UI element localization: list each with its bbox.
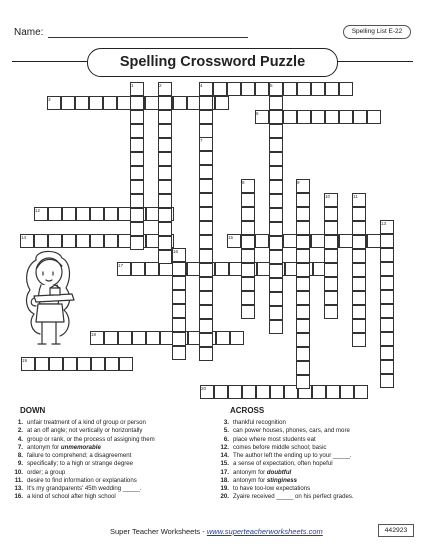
grid-cell[interactable]	[48, 234, 62, 248]
grid-cell[interactable]	[324, 305, 338, 319]
grid-cell[interactable]	[146, 331, 160, 345]
grid-cell[interactable]	[380, 276, 394, 290]
grid-cell[interactable]	[118, 331, 132, 345]
clue-number: 20.	[220, 493, 229, 501]
grid-cell[interactable]	[117, 96, 131, 110]
grid-cell[interactable]	[283, 234, 297, 248]
clue-text: at an off angle; not vertically or horizontally	[27, 427, 143, 435]
clue-text: antonym for	[233, 476, 267, 484]
grid-cell[interactable]	[145, 96, 159, 110]
grid-cell[interactable]	[352, 221, 366, 235]
grid-cell[interactable]	[199, 235, 213, 249]
clue-emphasis: stinginess	[266, 476, 298, 484]
clue-number-label: 9	[297, 180, 300, 185]
grid-cell[interactable]	[324, 207, 338, 221]
clue-number: 11.	[14, 476, 23, 484]
grid-cell[interactable]	[380, 360, 394, 374]
clue-number: 17.	[220, 468, 229, 476]
grid-cell[interactable]	[269, 194, 283, 208]
grid-cell[interactable]	[130, 124, 144, 138]
footer	[110, 527, 323, 536]
grid-cell[interactable]	[199, 305, 213, 319]
clue-text: unfair treatment of a kind of group or person	[27, 419, 146, 426]
grid-cell[interactable]	[339, 234, 353, 248]
clue-item	[12, 469, 197, 477]
grid-cell[interactable]	[352, 249, 366, 263]
grid-cell[interactable]	[130, 110, 144, 124]
grid-cell[interactable]	[158, 236, 172, 250]
title-rule-left	[12, 61, 87, 62]
grid-cell[interactable]	[199, 165, 213, 179]
clue-text: a sense of expectation, often hopeful	[233, 460, 333, 468]
grid-cell[interactable]	[270, 385, 284, 399]
grid-cell[interactable]	[241, 263, 255, 277]
clue-number-label: 1	[131, 83, 134, 88]
grid-cell[interactable]	[352, 235, 366, 249]
grid-cell[interactable]	[296, 361, 310, 375]
grid-cell[interactable]	[230, 331, 244, 345]
grid-cell[interactable]	[75, 96, 89, 110]
grid-cell[interactable]	[324, 263, 338, 277]
list-badge: Spelling List E-22	[343, 25, 411, 39]
grid-cell[interactable]	[199, 124, 213, 138]
grid-cell[interactable]	[91, 357, 105, 371]
grid-cell[interactable]	[296, 235, 310, 249]
grid-cell[interactable]	[199, 291, 213, 305]
grid-cell[interactable]	[199, 221, 213, 235]
grid-cell[interactable]	[283, 110, 297, 124]
grid-cell[interactable]	[172, 304, 186, 318]
grid-cell[interactable]	[297, 110, 311, 124]
clue-item	[218, 485, 403, 493]
grid-cell[interactable]	[354, 385, 368, 399]
grid-cell[interactable]	[296, 291, 310, 305]
clue-number-label: 19	[22, 358, 28, 363]
clue-item	[12, 493, 197, 501]
page-title: Spelling Crossword Puzzle	[87, 48, 338, 77]
grid-cell[interactable]	[367, 110, 381, 124]
clue-emphasis: unmemorable	[60, 443, 101, 451]
grid-cell[interactable]	[241, 82, 255, 96]
grid-cell[interactable]	[199, 96, 213, 110]
clue-number: 7.	[17, 443, 23, 451]
grid-cell[interactable]	[90, 234, 104, 248]
grid-cell[interactable]	[158, 222, 172, 236]
grid-cell[interactable]	[130, 194, 144, 208]
grid-cell[interactable]	[76, 234, 90, 248]
grid-cell[interactable]	[199, 207, 213, 221]
clue-number-label: 4	[200, 83, 203, 88]
grid-cell[interactable]	[324, 235, 338, 249]
clue-text: antonym for	[27, 443, 61, 451]
across-heading: ACROSS	[230, 406, 265, 415]
grid-cell[interactable]	[49, 357, 63, 371]
grid-cell[interactable]	[352, 333, 366, 347]
name-line[interactable]	[48, 37, 248, 38]
grid-cell[interactable]	[352, 263, 366, 277]
grid-cell[interactable]	[215, 262, 229, 276]
clue-number-label: 2	[159, 83, 162, 88]
grid-cell[interactable]	[35, 357, 49, 371]
grid-cell[interactable]	[130, 236, 144, 250]
grid-cell[interactable]	[324, 249, 338, 263]
grid-cell[interactable]	[159, 262, 173, 276]
grid-cell[interactable]	[172, 346, 186, 360]
grid-cell[interactable]	[296, 263, 310, 277]
clue-text: to have too-low expectations	[233, 485, 311, 492]
down-clue-list	[12, 419, 197, 502]
grid-cell[interactable]	[104, 207, 118, 221]
grid-cell[interactable]	[269, 110, 283, 124]
clue-text: It's my grandparents' 45th wedding _____.	[27, 485, 142, 492]
grid-cell[interactable]	[380, 374, 394, 388]
clue-number-label: 15	[228, 235, 234, 240]
grid-cell[interactable]	[130, 152, 144, 166]
footer-link[interactable]: www.superteacherworksheets.com	[206, 527, 323, 536]
clue-text: a kind of school after high school	[27, 493, 116, 501]
grid-cell[interactable]	[269, 264, 283, 278]
grid-cell[interactable]	[158, 166, 172, 180]
clue-item	[218, 452, 403, 460]
grid-cell[interactable]	[199, 193, 213, 207]
grid-cell[interactable]	[296, 333, 310, 347]
grid-cell[interactable]	[269, 236, 283, 250]
grid-cell[interactable]	[241, 235, 255, 249]
clue-number-label: 16	[173, 249, 179, 254]
grid-cell[interactable]	[172, 332, 186, 346]
grid-cell[interactable]	[324, 277, 338, 291]
grid-cell[interactable]	[199, 179, 213, 193]
grid-cell[interactable]	[62, 207, 76, 221]
clue-text: place where most students eat	[233, 435, 316, 443]
grid-cell[interactable]	[255, 234, 269, 248]
clue-number: 12.	[220, 443, 229, 451]
clue-text: antonym for	[233, 468, 267, 476]
grid-cell[interactable]	[269, 152, 283, 166]
grid-cell[interactable]	[158, 124, 172, 138]
clue-number: 18.	[220, 476, 229, 484]
grid-cell[interactable]	[130, 208, 144, 222]
clue-number: 13.	[14, 485, 23, 492]
grid-cell[interactable]	[173, 96, 187, 110]
grid-cell[interactable]	[269, 208, 283, 222]
grid-cell[interactable]	[199, 333, 213, 347]
grid-cell[interactable]	[63, 357, 77, 371]
grid-cell[interactable]	[324, 221, 338, 235]
grid-cell[interactable]	[131, 262, 145, 276]
grid-cell[interactable]	[103, 96, 117, 110]
grid-cell[interactable]	[380, 248, 394, 262]
clue-number: 1.	[17, 419, 23, 426]
grid-cell[interactable]	[256, 385, 270, 399]
clue-number-label: 5	[270, 83, 273, 88]
grid-cell[interactable]	[90, 207, 104, 221]
grid-cell[interactable]	[241, 221, 255, 235]
grid-cell[interactable]	[324, 291, 338, 305]
grid-cell[interactable]	[241, 249, 255, 263]
clue-item	[12, 419, 197, 427]
clue-number: 10.	[14, 468, 23, 476]
grid-cell[interactable]	[158, 96, 172, 110]
clue-number: 3.	[223, 419, 229, 426]
grid-cell[interactable]	[241, 277, 255, 291]
grid-cell[interactable]	[61, 96, 75, 110]
clue-number-label: 6	[256, 111, 259, 116]
grid-cell[interactable]	[216, 331, 230, 345]
grid-cell[interactable]	[228, 385, 242, 399]
clue-text: order; a group	[27, 468, 66, 476]
clue-number-label: 20	[201, 386, 207, 391]
grid-cell[interactable]	[132, 331, 146, 345]
grid-cell[interactable]	[380, 318, 394, 332]
clue-number-label: 18	[91, 332, 97, 337]
grid-cell[interactable]	[48, 207, 62, 221]
down-heading: DOWN	[20, 406, 46, 415]
grid-cell[interactable]	[296, 277, 310, 291]
grid-cell[interactable]	[380, 346, 394, 360]
grid-cell[interactable]	[352, 207, 366, 221]
clue-item	[218, 427, 403, 435]
grid-cell[interactable]	[241, 291, 255, 305]
clue-item	[218, 493, 403, 501]
grid-cell[interactable]	[172, 318, 186, 332]
grid-cell[interactable]	[119, 357, 133, 371]
grid-cell[interactable]	[172, 262, 186, 276]
grid-cell[interactable]	[158, 208, 172, 222]
grid-cell[interactable]	[76, 207, 90, 221]
clue-text: The author left the ending up to your _____.	[233, 452, 352, 459]
grid-cell[interactable]	[312, 385, 326, 399]
clue-item	[12, 452, 197, 460]
grid-cell[interactable]	[199, 263, 213, 277]
grid-cell[interactable]	[213, 82, 227, 96]
grid-cell[interactable]	[326, 385, 340, 399]
grid-cell[interactable]	[352, 277, 366, 291]
clue-number-label: 12	[35, 208, 41, 213]
grid-cell[interactable]	[296, 319, 310, 333]
grid-cell[interactable]	[104, 331, 118, 345]
name-label: Name:	[14, 27, 44, 38]
grid-cell[interactable]	[269, 250, 283, 264]
grid-cell[interactable]	[296, 207, 310, 221]
clue-number: 16.	[14, 493, 23, 501]
grid-cell[interactable]	[340, 385, 354, 399]
clue-number-label: 11	[353, 194, 358, 199]
clue-number-label: 7	[200, 138, 203, 143]
clue-item	[12, 436, 197, 444]
grid-cell[interactable]	[352, 319, 366, 333]
grid-cell[interactable]	[62, 234, 76, 248]
grid-cell[interactable]	[269, 166, 283, 180]
grid-cell[interactable]	[130, 138, 144, 152]
grid-cell[interactable]	[311, 110, 325, 124]
clue-item	[12, 477, 197, 485]
grid-cell[interactable]	[339, 110, 353, 124]
clue-text: failure to comprehend; a disagreement	[27, 452, 132, 459]
clue-item	[12, 444, 197, 452]
clue-item	[218, 477, 403, 485]
grid-cell[interactable]	[339, 82, 353, 96]
grid-cell[interactable]	[296, 193, 310, 207]
grid-cell[interactable]	[158, 180, 172, 194]
grid-cell[interactable]	[199, 249, 213, 263]
grid-cell[interactable]	[199, 151, 213, 165]
grid-cell[interactable]	[296, 249, 310, 263]
grid-cell[interactable]	[380, 262, 394, 276]
grid-cell[interactable]	[130, 180, 144, 194]
clue-number: 15.	[220, 460, 229, 468]
grid-cell[interactable]	[158, 250, 172, 264]
grid-cell[interactable]	[311, 82, 325, 96]
grid-cell[interactable]	[241, 193, 255, 207]
worksheet-code: 442923	[378, 524, 414, 537]
clue-emphasis: doubtful	[266, 468, 292, 476]
grid-cell[interactable]	[269, 320, 283, 334]
grid-cell[interactable]	[269, 138, 283, 152]
grid-cell[interactable]	[89, 96, 103, 110]
grid-cell[interactable]	[199, 347, 213, 361]
clue-text: Zyaire received _____ on his perfect grades.	[233, 493, 354, 501]
clue-item	[218, 419, 403, 427]
grid-cell[interactable]	[269, 124, 283, 138]
clue-text: specifically; to a high or strange degree	[27, 460, 134, 468]
clue-number: 9.	[17, 460, 23, 468]
clue-number-label: 14	[21, 235, 27, 240]
grid-cell[interactable]	[352, 291, 366, 305]
grid-cell[interactable]	[145, 262, 159, 276]
clue-item	[218, 444, 403, 452]
clue-number-label: 13	[381, 221, 387, 226]
grid-cell[interactable]	[367, 234, 381, 248]
clue-text: group or rank, or the process of assigning them	[27, 435, 155, 443]
grid-cell[interactable]	[158, 110, 172, 124]
clue-number-label: 3	[48, 97, 51, 102]
grid-cell[interactable]	[130, 222, 144, 236]
footer-prefix: Super Teacher Worksheets -	[110, 527, 207, 536]
grid-cell[interactable]	[158, 152, 172, 166]
grid-cell[interactable]	[269, 180, 283, 194]
grid-cell[interactable]	[104, 234, 118, 248]
grid-cell[interactable]	[296, 347, 310, 361]
grid-cell[interactable]	[158, 194, 172, 208]
grid-cell[interactable]	[380, 290, 394, 304]
grid-cell[interactable]	[130, 96, 144, 110]
grid-cell[interactable]	[241, 207, 255, 221]
grid-cell[interactable]	[199, 319, 213, 333]
grid-cell[interactable]	[269, 292, 283, 306]
grid-cell[interactable]	[269, 222, 283, 236]
grid-cell[interactable]	[269, 278, 283, 292]
grid-cell[interactable]	[269, 96, 283, 110]
grid-cell[interactable]	[172, 276, 186, 290]
grid-cell[interactable]	[214, 385, 228, 399]
across-clue-list	[218, 419, 403, 502]
clue-number-label: 10	[325, 194, 331, 199]
grid-cell[interactable]	[255, 82, 269, 96]
clue-number-label: 17	[118, 263, 124, 268]
clue-text: thankful recognition	[233, 419, 286, 426]
grid-cell[interactable]	[325, 82, 339, 96]
grid-cell[interactable]	[352, 305, 366, 319]
girl-holding-tray-icon	[14, 248, 96, 356]
grid-cell[interactable]	[158, 138, 172, 152]
grid-cell[interactable]	[269, 306, 283, 320]
clue-number: 19.	[220, 485, 229, 492]
grid-cell[interactable]	[105, 357, 119, 371]
clue-item	[12, 427, 197, 435]
clue-number: 6.	[223, 435, 229, 443]
grid-cell[interactable]	[227, 82, 241, 96]
clue-number: 5.	[223, 427, 229, 435]
clue-number: 2.	[17, 427, 23, 435]
clue-item	[218, 469, 403, 477]
clue-item	[12, 485, 197, 493]
clue-text: can power houses, phones, cars, and more	[233, 427, 350, 435]
grid-cell[interactable]	[199, 277, 213, 291]
title-rule-right	[336, 61, 413, 62]
grid-cell[interactable]	[296, 221, 310, 235]
grid-cell[interactable]	[380, 304, 394, 318]
clue-number: 8.	[17, 452, 23, 459]
grid-cell[interactable]	[199, 110, 213, 124]
grid-cell[interactable]	[241, 305, 255, 319]
clue-number-label: 8	[242, 180, 245, 185]
clue-number: 14.	[220, 452, 229, 459]
grid-cell[interactable]	[380, 332, 394, 346]
grid-cell[interactable]	[296, 305, 310, 319]
clue-text: desire to find information or explanations	[27, 476, 137, 484]
grid-cell[interactable]	[311, 234, 325, 248]
clue-item	[218, 436, 403, 444]
grid-cell[interactable]	[297, 82, 311, 96]
clue-number: 4.	[17, 435, 23, 443]
grid-cell[interactable]	[242, 385, 256, 399]
grid-cell[interactable]	[34, 234, 48, 248]
clue-item	[218, 460, 403, 468]
clue-text: comes before middle school; basic	[233, 443, 327, 451]
grid-cell[interactable]	[172, 290, 186, 304]
clue-item	[12, 460, 197, 468]
grid-cell[interactable]	[296, 375, 310, 389]
grid-cell[interactable]	[325, 110, 339, 124]
grid-cell[interactable]	[353, 110, 367, 124]
grid-cell[interactable]	[130, 166, 144, 180]
grid-cell[interactable]	[283, 82, 297, 96]
grid-cell[interactable]	[77, 357, 91, 371]
grid-cell[interactable]	[380, 234, 394, 248]
grid-cell[interactable]	[215, 96, 229, 110]
